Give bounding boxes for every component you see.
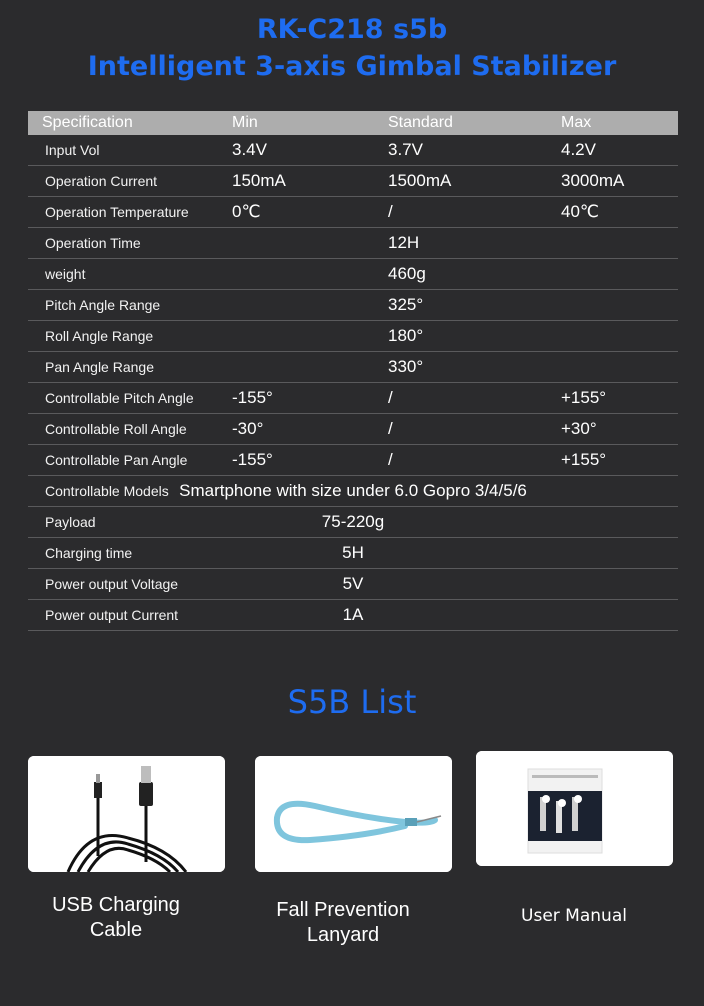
spec-label: Pan Angle Range — [45, 359, 154, 375]
caption-line: Cable — [89, 919, 143, 941]
spec-row — [28, 290, 678, 321]
spec-max: +155° — [561, 450, 607, 469]
spec-min: 3.4V — [232, 140, 267, 159]
spec-standard: 180° — [388, 326, 424, 345]
spec-table-header — [28, 111, 678, 135]
spec-standard: 325° — [388, 295, 424, 314]
header-max: Max — [561, 114, 592, 131]
usb-cable-card — [28, 756, 225, 872]
spec-label: Charging time — [45, 545, 133, 561]
spec-min: -30° — [232, 419, 264, 438]
spec-row — [28, 445, 678, 476]
spec-max: +30° — [561, 419, 597, 438]
spec-min: 0℃ — [232, 202, 261, 221]
spec-table-body — [28, 135, 678, 631]
header-standard: Standard — [388, 114, 453, 131]
spec-standard: / — [388, 388, 393, 407]
spec-row — [28, 538, 678, 569]
spec-row — [28, 166, 678, 197]
manual-icon — [476, 751, 673, 866]
spec-standard: / — [388, 450, 393, 469]
spec-label: Controllable Models — [45, 483, 169, 499]
spec-standard: 1500mA — [388, 171, 452, 190]
lanyard-caption — [255, 898, 431, 948]
spec-standard: 460g — [388, 264, 426, 283]
spec-standard: / — [388, 419, 393, 438]
spec-label: weight — [45, 266, 86, 282]
spec-value: 1A — [342, 605, 364, 624]
spec-row — [28, 135, 678, 166]
lanyard-icon — [255, 756, 452, 872]
spec-row — [28, 228, 678, 259]
spec-row — [28, 383, 678, 414]
spec-row — [28, 259, 678, 290]
spec-max: 4.2V — [561, 140, 596, 159]
spec-row — [28, 569, 678, 600]
spec-label: Power output Voltage — [45, 576, 179, 592]
spec-row — [28, 352, 678, 383]
spec-row — [28, 197, 678, 228]
spec-label: Controllable Pitch Angle — [45, 390, 194, 406]
spec-standard: / — [388, 202, 393, 221]
lanyard-card — [255, 756, 452, 872]
spec-label: Input Vol — [45, 142, 100, 158]
list-title: S5B List — [287, 683, 417, 721]
spec-table — [28, 111, 678, 631]
caption-line: Lanyard — [306, 924, 380, 946]
spec-row — [28, 321, 678, 352]
spec-min: -155° — [232, 388, 273, 407]
spec-value: 5V — [342, 574, 364, 593]
spec-label: Roll Angle Range — [45, 328, 154, 344]
spec-value: 75-220g — [321, 512, 385, 531]
spec-label: Power output Current — [45, 607, 179, 623]
spec-label: Operation Current — [45, 173, 158, 189]
spec-value: Smartphone with size under 6.0 Gopro 3/4/5/6 — [179, 481, 527, 500]
spec-label: Payload — [45, 514, 96, 530]
spec-max: 40℃ — [561, 202, 600, 221]
spec-standard: 3.7V — [388, 140, 423, 159]
spec-max: 3000mA — [561, 171, 625, 190]
spec-row — [28, 600, 678, 631]
spec-label: Operation Temperature — [45, 204, 189, 220]
header-min: Min — [232, 114, 258, 131]
spec-label: Controllable Pan Angle — [45, 452, 188, 468]
spec-standard: 330° — [388, 357, 424, 376]
spec-min: -155° — [232, 450, 273, 469]
caption-line: Fall Prevention — [276, 899, 410, 921]
spec-label: Operation Time — [45, 235, 141, 251]
header-specification: Specification — [42, 114, 133, 131]
spec-row — [28, 476, 678, 507]
product-subtitle: Intelligent 3-axis Gimbal Stabilizer — [87, 51, 617, 82]
spec-max: +155° — [561, 388, 607, 407]
spec-row — [28, 507, 678, 538]
caption-line: USB Charging — [52, 894, 180, 916]
usb-cable-caption — [28, 893, 204, 943]
caption-line: User Manual — [521, 906, 627, 926]
spec-min: 150mA — [232, 171, 286, 190]
spec-row — [28, 414, 678, 445]
manual-caption — [486, 904, 662, 929]
spec-label: Controllable Roll Angle — [45, 421, 187, 437]
spec-value: 5H — [342, 543, 364, 562]
manual-card — [476, 751, 673, 866]
product-title: RK-C218 s5b — [256, 14, 448, 45]
spec-standard: 12H — [388, 233, 420, 252]
spec-label: Pitch Angle Range — [45, 297, 161, 313]
usb-cable-icon — [28, 756, 225, 872]
